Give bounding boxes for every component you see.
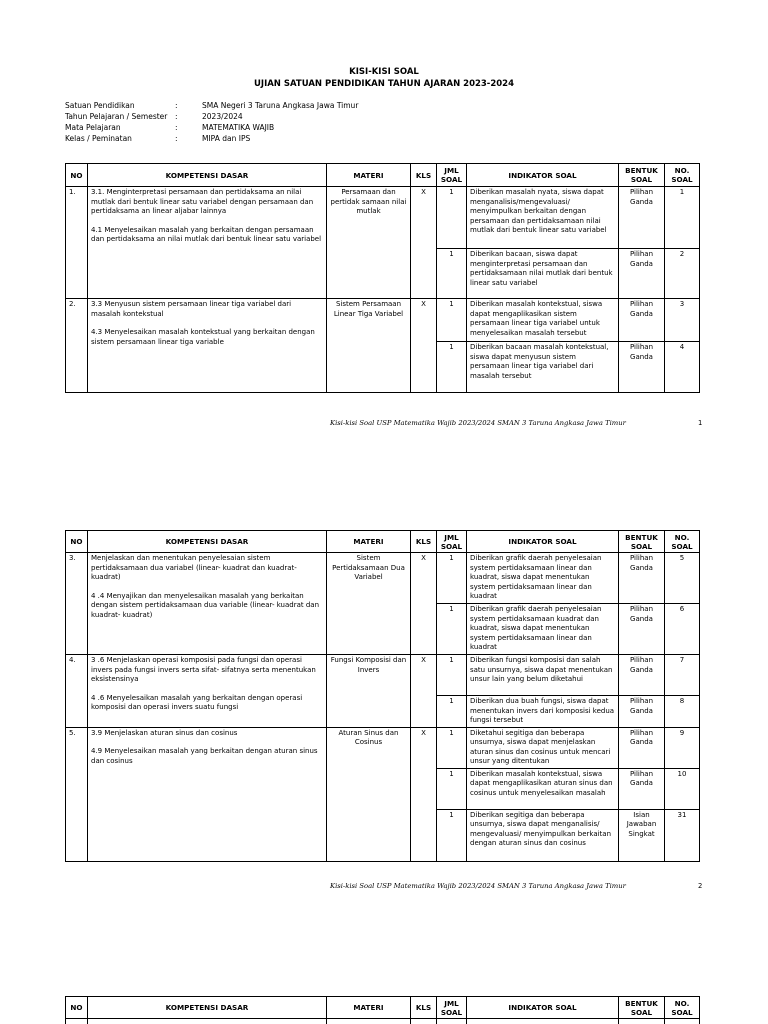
title-line-2: UJIAN SATUAN PENDIDIKAN TAHUN AJARAN 2023-2024 — [254, 79, 514, 89]
cell-materi: Persamaan dan pertidak samaan nilai mutlak — [327, 187, 411, 299]
header-kls: KLS — [411, 164, 437, 187]
cell-jml-soal: 1 — [437, 604, 467, 655]
meta-value: 2023/2024 — [202, 112, 243, 121]
meta-colon: : — [175, 123, 178, 132]
cell-no: 2. — [66, 299, 88, 393]
header-indikator-soal: INDIKATOR SOAL — [467, 164, 619, 187]
cell-jml-soal: 1 — [437, 299, 467, 342]
page-number: 1 — [698, 419, 703, 427]
header-bentuk-line: BENTUK — [625, 166, 658, 175]
cell-bentuk: Pilihan Ganda — [619, 604, 665, 655]
cell-indikator: Diberikan masalah kontekstual, siswa dapat mengaplikasikan aturan sinus dan cosinus untuk menyelesaikan masalah — [467, 768, 619, 809]
page-number: 2 — [698, 882, 703, 890]
cell-jml-soal: 1 — [437, 553, 467, 604]
header-kls: KLS — [411, 997, 437, 1019]
cell-jml-soal: 1 — [437, 727, 467, 768]
table-header-row — [66, 997, 700, 1019]
header-nosoal-line: SOAL — [671, 1007, 693, 1017]
cell-no-soal: 7 — [665, 655, 700, 696]
cell-jml-soal: 1 — [437, 696, 467, 728]
cell-jml-soal: 1 — [437, 655, 467, 696]
meta-label: Satuan Pendidikan — [65, 101, 135, 110]
table-row — [66, 553, 700, 604]
cell-indikator: Diberikan bacaan masalah kontekstual, siswa dapat menyusun sistem persamaan linear tiga variabel dari masalah tersebut — [467, 342, 619, 393]
cell-bentuk: Pilihan Ganda — [619, 553, 665, 604]
cell-bentuk: Pilihan Ganda — [619, 187, 665, 249]
cell-no: 5. — [66, 727, 88, 861]
cell-indikator: Diberikan segitiga dan beberapa unsurnya, siswa dapat menganalisis/ mengevaluasi/ menyimpulkan berkaitan dengan aturan sinus dan cosinus — [467, 809, 619, 861]
header-nosoal-line: NO. — [674, 532, 690, 542]
cell-bentuk: Pilihan Ganda — [619, 342, 665, 393]
cell-no: 4. — [66, 655, 88, 728]
cell-bentuk: Pilihan Ganda — [619, 696, 665, 728]
cell-jml-soal: 1 — [437, 342, 467, 393]
header-kompetensi-dasar: KOMPETENSI DASAR — [88, 164, 327, 187]
page-footer: Kisi-kisi Soal USP Matematika Wajib 2023/2024 SMAN 3 Taruna Angkasa Jawa Timur — [330, 419, 626, 427]
kd-text: 3.3 Menyusun sistem persamaan linear tiga variabel dari masalah kontekstual — [91, 300, 292, 318]
cell-indikator: Diketahui segitiga dan beberapa unsurnya, siswa dapat menjelaskan aturan sinus dan cosinus untuk mencari unsur yang ditentukan — [467, 727, 619, 768]
kd-text: 4 .4 Menyajikan dan menyelesaikan masalah yang berkaitan dengan sistem pertidaksamaan dua variable (linear- kuadrat dan kuadrat- kuadrat) — [91, 591, 320, 619]
header-no-soal — [665, 531, 700, 553]
cell-materi: Sistem Persamaan Linear Tiga Variabel — [327, 299, 411, 393]
header-nosoal-line: NO. — [674, 166, 690, 175]
header-indikator-soal: INDIKATOR SOAL — [467, 997, 619, 1019]
cell-kompetensi-dasar — [88, 553, 327, 655]
cell-bentuk: Pilihan Ganda — [619, 727, 665, 768]
header-kompetensi-dasar: KOMPETENSI DASAR — [88, 531, 327, 553]
cell-materi: Fungsi Komposisi dan Invers — [327, 655, 411, 728]
header-bentuk-line: BENTUK — [625, 532, 658, 542]
meta-value: MIPA dan IPS — [202, 134, 251, 143]
cell-no-soal: 10 — [665, 768, 700, 809]
header-jml-line: JML — [444, 166, 459, 175]
table-header-row — [66, 531, 700, 553]
cell-bentuk: Pilihan Ganda — [619, 299, 665, 342]
cell-no-soal: 8 — [665, 696, 700, 728]
cell-no-soal: 31 — [665, 809, 700, 861]
header-no: NO — [66, 164, 88, 187]
header-materi: MATERI — [327, 164, 411, 187]
table-row — [66, 727, 700, 768]
cell-kls: X — [411, 299, 437, 393]
header-jml-line: SOAL — [440, 1007, 463, 1017]
title-line-1: KISI-KISI SOAL — [349, 67, 419, 77]
cell-no-soal: 1 — [665, 187, 700, 249]
cell-jml-soal: 1 — [437, 187, 467, 249]
header-jml-soal — [437, 997, 467, 1019]
meta-colon: : — [175, 134, 178, 143]
header-jml-line: SOAL — [440, 175, 463, 184]
cell-kls: X — [411, 187, 437, 299]
header-nosoal-line: SOAL — [671, 175, 693, 184]
cell-indikator: Diberikan dua buah fungsi, siswa dapat menentukan invers dari komposisi kedua fungsi tersebut — [467, 696, 619, 728]
cell-kompetensi-dasar — [88, 727, 327, 861]
header-bentuk-line: SOAL — [630, 175, 653, 184]
header-indikator-soal: INDIKATOR SOAL — [467, 531, 619, 553]
header-bentuk-soal — [619, 997, 665, 1019]
cell-materi: Aturan Sinus dan Cosinus — [327, 727, 411, 861]
cell-indikator: Diberikan masalah nyata, siswa dapat menganalisis/mengevaluasi/ menyimpulkan berkaitan dengan persamaan dan pertidaksamaan nilai mutlak dari bentuk linear satu variabel — [467, 187, 619, 249]
cell-jml-soal: 1 — [437, 768, 467, 809]
header-no: NO — [66, 997, 88, 1019]
kd-text: 4.3 Menyelesaikan masalah kontekstual yang berkaitan dengan sistem persamaan linear tiga variable — [91, 328, 315, 346]
header-jml-line: JML — [444, 532, 459, 542]
header-nosoal-line: SOAL — [671, 541, 693, 551]
header-nosoal-line: NO. — [674, 998, 690, 1008]
header-kls: KLS — [411, 531, 437, 553]
kd-text: Menjelaskan dan menentukan penyelesaian sistem pertidaksamaan dua variabel (linear- kuadrat dan kuadrat-kuadrat) — [91, 554, 297, 581]
table-row — [66, 1019, 700, 1024]
cell-kls: X — [411, 655, 437, 728]
kisi-kisi-table-page-3 — [65, 996, 700, 1024]
header-bentuk-line: SOAL — [630, 541, 653, 551]
cell-bentuk: Pilihan Ganda — [619, 655, 665, 696]
header-jml-soal — [437, 531, 467, 553]
cell-jml-soal: 1 — [437, 249, 467, 299]
kisi-kisi-table-page-2 — [65, 530, 700, 862]
kd-text: 3.1. Menginterpretasi persamaan dan pertidaksama an nilai mutlak dari bentuk linear satu variabel dengan persamaan dan pertidaksama an linear aljabar lainnya — [91, 188, 314, 215]
kd-text: 4.9 Menyelesaikan masalah yang berkaitan dengan aturan sinus dan cosinus — [91, 747, 318, 765]
header-no: NO — [66, 531, 88, 553]
cell-materi: Sistem Pertidaksamaan Dua Variabel — [327, 553, 411, 655]
header-no-soal — [665, 997, 700, 1019]
cell-bentuk: Pilihan Ganda — [619, 249, 665, 299]
page-footer: Kisi-kisi Soal USP Matematika Wajib 2023/2024 SMAN 3 Taruna Angkasa Jawa Timur — [330, 882, 626, 890]
cell-indikator: Diberikan masalah kontekstual, siswa dapat mengaplikasikan sistem persamaan linear tiga variabel untuk menyelesaikan masalah tersebut — [467, 299, 619, 342]
cell-no-soal: 5 — [665, 553, 700, 604]
page-3-partial — [0, 994, 768, 1024]
cell-no-soal: 4 — [665, 342, 700, 393]
kd-text: 4 .6 Menyelesaikan masalah yang berkaitan dengan operasi komposisi dan operasi invers suatu fungsi — [91, 693, 303, 711]
header-bentuk-line: BENTUK — [625, 998, 658, 1008]
cell-kls: X — [411, 727, 437, 861]
meta-value: SMA Negeri 3 Taruna Angkasa Jawa Timur — [202, 101, 359, 110]
meta-label: Mata Pelajaran — [65, 123, 121, 132]
header-bentuk-line: SOAL — [630, 1007, 653, 1017]
kd-text: 3 .6 Menjelaskan operasi komposisi pada fungsi dan operasi invers pada fungsi invers serta sifat- sifatnya serta menentukan eksistensinya — [91, 656, 316, 683]
cell-no: 1. — [66, 187, 88, 299]
cell-kls: X — [411, 553, 437, 655]
cell-jml-soal: 1 — [437, 809, 467, 861]
header-jml-line: SOAL — [440, 541, 463, 551]
meta-colon: : — [175, 112, 178, 121]
meta-colon: : — [175, 101, 178, 110]
meta-label: Kelas / Peminatan — [65, 134, 132, 143]
cell-no-soal: 3 — [665, 299, 700, 342]
cell-indikator: Diberikan bacaan, siswa dapat menginterpretasi persamaan dan pertidaksamaan nilai mutlak dari bentuk linear satu variabel — [467, 249, 619, 299]
kd-text: 4.1 Menyelesaikan masalah yang berkaitan dengan persamaan dan pertidaksama an nilai mutlak dari bentuk linear satu variabel — [91, 225, 322, 243]
cell-kompetensi-dasar — [88, 655, 327, 728]
cell-bentuk: Pilihan Ganda — [619, 768, 665, 809]
cell-indikator: Diberikan fungsi komposisi dan salah satu unsurnya, siswa dapat menentukan unsur lain yang belum diketahui — [467, 655, 619, 696]
meta-label: Tahun Pelajaran / Semester — [65, 112, 168, 121]
cell-bentuk: Isian Jawaban Singkat — [619, 809, 665, 861]
cell-no: 3. — [66, 553, 88, 655]
cell-no-soal: 6 — [665, 604, 700, 655]
table-row — [66, 655, 700, 696]
header-jml-line: JML — [444, 998, 459, 1008]
kd-text: 3.9 Menjelaskan aturan sinus dan cosinus — [91, 728, 238, 737]
header-materi: MATERI — [327, 997, 411, 1019]
cell-no-soal: 2 — [665, 249, 700, 299]
meta-value: MATEMATIKA WAJIB — [202, 123, 275, 132]
header-kompetensi-dasar: KOMPETENSI DASAR — [88, 997, 327, 1019]
cell-indikator: Diberikan grafik daerah penyelesaian system pertidaksamaan linear dan kuadrat, siswa dapat menentukan system pertidaksamaan linear dan kuadrat — [467, 553, 619, 604]
header-bentuk-soal — [619, 531, 665, 553]
cell-no-soal: 9 — [665, 727, 700, 768]
cell-indikator: Diberikan grafik daerah penyelesaian system pertidaksamaan kuadrat dan kuadrat, siswa dapat menentukan system pertidaksamaan linear dan kuadrat — [467, 604, 619, 655]
header-materi: MATERI — [327, 531, 411, 553]
